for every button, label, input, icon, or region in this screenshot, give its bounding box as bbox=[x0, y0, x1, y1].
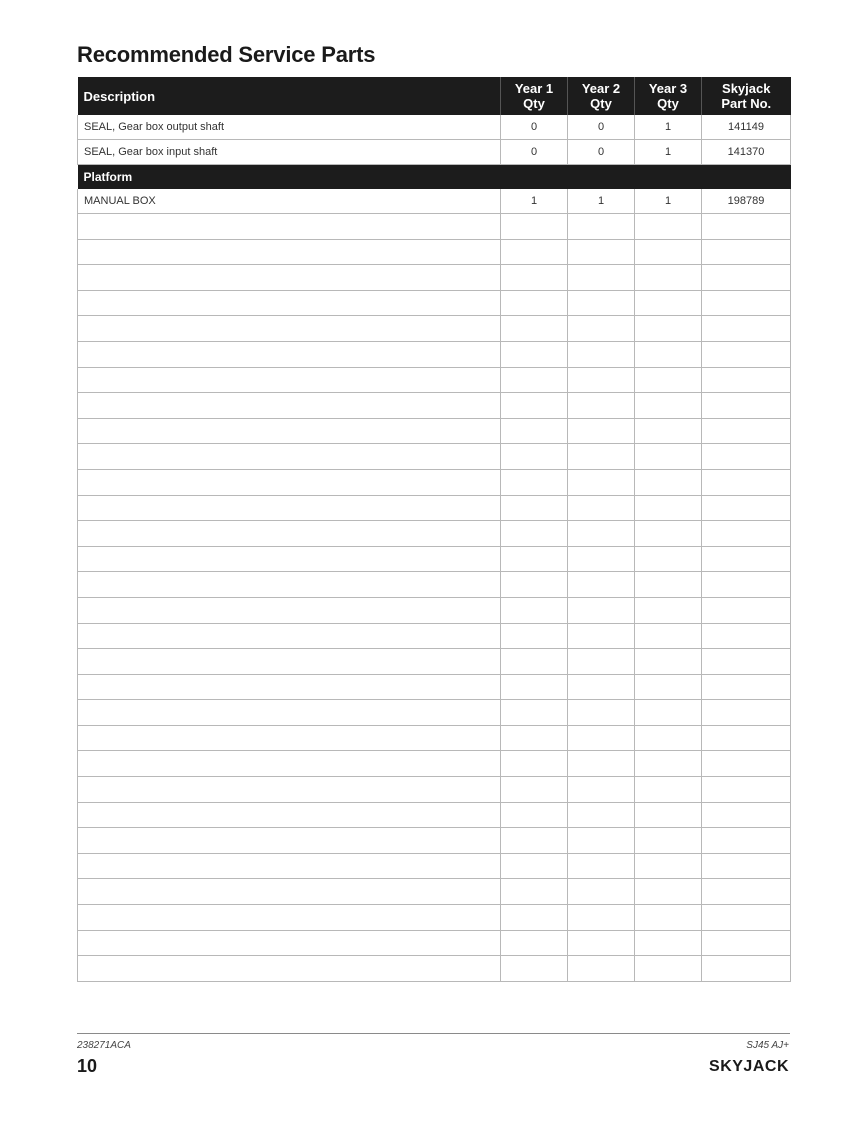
blank-cell bbox=[635, 751, 702, 777]
header-year2-line2: Qty bbox=[590, 96, 612, 111]
cell-year3: 1 bbox=[635, 140, 702, 165]
blank-row bbox=[78, 853, 791, 879]
blank-cell bbox=[78, 239, 501, 265]
blank-cell bbox=[702, 828, 791, 854]
blank-cell bbox=[78, 905, 501, 931]
header-year3-line1: Year 3 bbox=[648, 81, 688, 96]
blank-cell bbox=[568, 956, 635, 982]
blank-row bbox=[78, 828, 791, 854]
blank-cell bbox=[501, 700, 568, 726]
blank-row bbox=[78, 879, 791, 905]
blank-cell bbox=[501, 341, 568, 367]
page-title: Recommended Service Parts bbox=[77, 42, 376, 67]
blank-cell bbox=[568, 469, 635, 495]
blank-cell bbox=[635, 239, 702, 265]
cell-description: SEAL, Gear box output shaft bbox=[78, 115, 501, 140]
blank-cell bbox=[501, 367, 568, 393]
blank-row bbox=[78, 546, 791, 572]
table-row bbox=[78, 115, 791, 140]
blank-cell bbox=[568, 828, 635, 854]
blank-cell bbox=[568, 341, 635, 367]
cell-year1: 0 bbox=[501, 140, 568, 165]
blank-cell bbox=[501, 597, 568, 623]
blank-cell bbox=[78, 469, 501, 495]
blank-cell bbox=[501, 649, 568, 675]
blank-cell bbox=[78, 393, 501, 419]
header-year1-line2: Qty bbox=[523, 96, 545, 111]
blank-cell bbox=[78, 316, 501, 342]
blank-row bbox=[78, 751, 791, 777]
blank-cell bbox=[568, 418, 635, 444]
blank-cell bbox=[568, 674, 635, 700]
blank-cell bbox=[78, 623, 501, 649]
blank-cell bbox=[501, 674, 568, 700]
blank-cell bbox=[78, 802, 501, 828]
blank-cell bbox=[501, 444, 568, 470]
blank-row bbox=[78, 572, 791, 598]
blank-cell bbox=[568, 239, 635, 265]
blank-cell bbox=[568, 290, 635, 316]
blank-cell bbox=[702, 521, 791, 547]
blank-cell bbox=[702, 214, 791, 240]
blank-cell bbox=[568, 265, 635, 291]
blank-row bbox=[78, 521, 791, 547]
table-row bbox=[78, 140, 791, 165]
blank-cell bbox=[78, 444, 501, 470]
blank-cell bbox=[78, 700, 501, 726]
blank-cell bbox=[635, 418, 702, 444]
blank-row bbox=[78, 316, 791, 342]
blank-row bbox=[78, 700, 791, 726]
blank-cell bbox=[635, 469, 702, 495]
blank-cell bbox=[635, 853, 702, 879]
blank-row bbox=[78, 597, 791, 623]
blank-row bbox=[78, 367, 791, 393]
blank-cell bbox=[635, 290, 702, 316]
blank-cell bbox=[568, 572, 635, 598]
blank-cell bbox=[78, 930, 501, 956]
blank-cell bbox=[78, 341, 501, 367]
blank-cell bbox=[78, 853, 501, 879]
blank-cell bbox=[78, 674, 501, 700]
blank-cell bbox=[568, 777, 635, 803]
blank-cell bbox=[635, 597, 702, 623]
page-number: 10 bbox=[77, 1056, 98, 1076]
blank-cell bbox=[78, 495, 501, 521]
blank-row bbox=[78, 649, 791, 675]
blank-cell bbox=[78, 956, 501, 982]
blank-row bbox=[78, 802, 791, 828]
blank-cell bbox=[702, 649, 791, 675]
blank-cell bbox=[501, 905, 568, 931]
blank-cell bbox=[568, 700, 635, 726]
blank-cell bbox=[702, 418, 791, 444]
section-header-row bbox=[78, 165, 791, 190]
blank-cell bbox=[501, 393, 568, 419]
blank-cell bbox=[568, 495, 635, 521]
blank-cell bbox=[501, 956, 568, 982]
blank-row bbox=[78, 777, 791, 803]
blank-cell bbox=[635, 777, 702, 803]
blank-cell bbox=[568, 649, 635, 675]
blank-cell bbox=[702, 290, 791, 316]
cell-description: MANUAL BOX bbox=[78, 189, 501, 214]
blank-cell bbox=[635, 905, 702, 931]
blank-cell bbox=[702, 265, 791, 291]
blank-cell bbox=[568, 393, 635, 419]
blank-cell bbox=[501, 853, 568, 879]
cell-year1: 0 bbox=[501, 115, 568, 140]
blank-cell bbox=[568, 853, 635, 879]
blank-row bbox=[78, 214, 791, 240]
blank-cell bbox=[78, 725, 501, 751]
blank-cell bbox=[78, 214, 501, 240]
blank-cell bbox=[635, 930, 702, 956]
blank-cell bbox=[702, 316, 791, 342]
header-part-no bbox=[702, 77, 791, 115]
blank-cell bbox=[501, 828, 568, 854]
blank-cell bbox=[702, 546, 791, 572]
header-description: Description bbox=[78, 77, 501, 115]
blank-cell bbox=[501, 469, 568, 495]
header-year1-line1: Year 1 bbox=[514, 81, 554, 96]
blank-row bbox=[78, 956, 791, 982]
blank-row bbox=[78, 393, 791, 419]
blank-cell bbox=[501, 572, 568, 598]
blank-cell bbox=[78, 367, 501, 393]
blank-cell bbox=[501, 495, 568, 521]
blank-row bbox=[78, 239, 791, 265]
blank-cell bbox=[635, 879, 702, 905]
blank-cell bbox=[702, 469, 791, 495]
blank-cell bbox=[568, 546, 635, 572]
blank-cell bbox=[635, 956, 702, 982]
brand-logo: SKYJACK bbox=[709, 1058, 789, 1075]
header-year2 bbox=[568, 77, 635, 115]
blank-cell bbox=[78, 828, 501, 854]
blank-cell bbox=[635, 572, 702, 598]
blank-cell bbox=[635, 444, 702, 470]
blank-cell bbox=[501, 725, 568, 751]
blank-row bbox=[78, 418, 791, 444]
cell-year3: 1 bbox=[635, 189, 702, 214]
header-year2-line1: Year 2 bbox=[581, 81, 621, 96]
blank-cell bbox=[568, 930, 635, 956]
blank-row bbox=[78, 444, 791, 470]
blank-cell bbox=[501, 623, 568, 649]
blank-cell bbox=[78, 418, 501, 444]
blank-cell bbox=[78, 265, 501, 291]
document-number: 238271ACA bbox=[77, 1040, 131, 1051]
blank-cell bbox=[78, 777, 501, 803]
blank-cell bbox=[702, 725, 791, 751]
blank-cell bbox=[568, 905, 635, 931]
blank-row bbox=[78, 495, 791, 521]
cell-description: SEAL, Gear box input shaft bbox=[78, 140, 501, 165]
blank-cell bbox=[568, 751, 635, 777]
blank-cell bbox=[568, 725, 635, 751]
cell-year2: 0 bbox=[568, 140, 635, 165]
blank-cell bbox=[568, 214, 635, 240]
blank-cell bbox=[635, 623, 702, 649]
blank-row bbox=[78, 469, 791, 495]
blank-cell bbox=[702, 802, 791, 828]
blank-cell bbox=[501, 802, 568, 828]
blank-cell bbox=[568, 444, 635, 470]
blank-cell bbox=[702, 956, 791, 982]
blank-cell bbox=[78, 546, 501, 572]
blank-row bbox=[78, 674, 791, 700]
blank-cell bbox=[702, 444, 791, 470]
blank-cell bbox=[568, 521, 635, 547]
blank-cell bbox=[78, 290, 501, 316]
table-row bbox=[78, 189, 791, 214]
blank-cell bbox=[635, 828, 702, 854]
blank-cell bbox=[501, 879, 568, 905]
footer-divider bbox=[77, 1033, 790, 1034]
blank-cell bbox=[702, 674, 791, 700]
blank-cell bbox=[702, 853, 791, 879]
blank-cell bbox=[635, 725, 702, 751]
blank-cell bbox=[501, 214, 568, 240]
blank-row bbox=[78, 290, 791, 316]
section-title: Platform bbox=[78, 165, 791, 190]
blank-cell bbox=[501, 265, 568, 291]
blank-cell bbox=[78, 879, 501, 905]
blank-cell bbox=[635, 521, 702, 547]
blank-cell bbox=[78, 751, 501, 777]
blank-cell bbox=[702, 751, 791, 777]
cell-part-no: 141370 bbox=[702, 140, 791, 165]
blank-cell bbox=[635, 546, 702, 572]
blank-row bbox=[78, 265, 791, 291]
blank-cell bbox=[702, 495, 791, 521]
blank-cell bbox=[501, 521, 568, 547]
blank-cell bbox=[501, 930, 568, 956]
blank-row bbox=[78, 623, 791, 649]
blank-cell bbox=[635, 367, 702, 393]
header-part-no-line1: Skyjack bbox=[722, 81, 771, 96]
blank-row bbox=[78, 341, 791, 367]
blank-cell bbox=[568, 316, 635, 342]
model-name: SJ45 AJ+ bbox=[746, 1040, 789, 1051]
header-year1 bbox=[501, 77, 568, 115]
table-header-row bbox=[78, 77, 791, 115]
blank-cell bbox=[702, 572, 791, 598]
cell-year1: 1 bbox=[501, 189, 568, 214]
blank-cell bbox=[702, 623, 791, 649]
blank-cell bbox=[702, 597, 791, 623]
blank-cell bbox=[702, 905, 791, 931]
cell-part-no: 198789 bbox=[702, 189, 791, 214]
blank-cell bbox=[635, 649, 702, 675]
header-year3-line2: Qty bbox=[657, 96, 679, 111]
cell-part-no: 141149 bbox=[702, 115, 791, 140]
blank-cell bbox=[635, 316, 702, 342]
blank-cell bbox=[568, 802, 635, 828]
blank-cell bbox=[78, 649, 501, 675]
blank-cell bbox=[501, 239, 568, 265]
blank-cell bbox=[501, 418, 568, 444]
blank-cell bbox=[702, 393, 791, 419]
blank-cell bbox=[702, 239, 791, 265]
blank-cell bbox=[501, 751, 568, 777]
blank-cell bbox=[635, 495, 702, 521]
blank-cell bbox=[501, 777, 568, 803]
blank-cell bbox=[702, 367, 791, 393]
blank-cell bbox=[702, 879, 791, 905]
blank-cell bbox=[702, 930, 791, 956]
blank-cell bbox=[635, 674, 702, 700]
blank-cell bbox=[568, 879, 635, 905]
cell-year2: 1 bbox=[568, 189, 635, 214]
blank-cell bbox=[568, 623, 635, 649]
blank-row bbox=[78, 930, 791, 956]
header-year3 bbox=[635, 77, 702, 115]
blank-cell bbox=[702, 341, 791, 367]
blank-cell bbox=[501, 546, 568, 572]
blank-cell bbox=[635, 700, 702, 726]
header-part-no-line2: Part No. bbox=[721, 96, 772, 111]
blank-cell bbox=[635, 393, 702, 419]
blank-cell bbox=[635, 802, 702, 828]
blank-cell bbox=[78, 572, 501, 598]
service-parts-table bbox=[77, 77, 791, 982]
cell-year3: 1 bbox=[635, 115, 702, 140]
blank-cell bbox=[702, 700, 791, 726]
blank-cell bbox=[78, 521, 501, 547]
blank-cell bbox=[635, 214, 702, 240]
blank-cell bbox=[635, 265, 702, 291]
blank-cell bbox=[568, 597, 635, 623]
blank-cell bbox=[568, 367, 635, 393]
blank-row bbox=[78, 905, 791, 931]
blank-cell bbox=[501, 290, 568, 316]
cell-year2: 0 bbox=[568, 115, 635, 140]
blank-row bbox=[78, 725, 791, 751]
blank-cell bbox=[635, 341, 702, 367]
blank-cell bbox=[78, 597, 501, 623]
blank-cell bbox=[702, 777, 791, 803]
blank-cell bbox=[501, 316, 568, 342]
